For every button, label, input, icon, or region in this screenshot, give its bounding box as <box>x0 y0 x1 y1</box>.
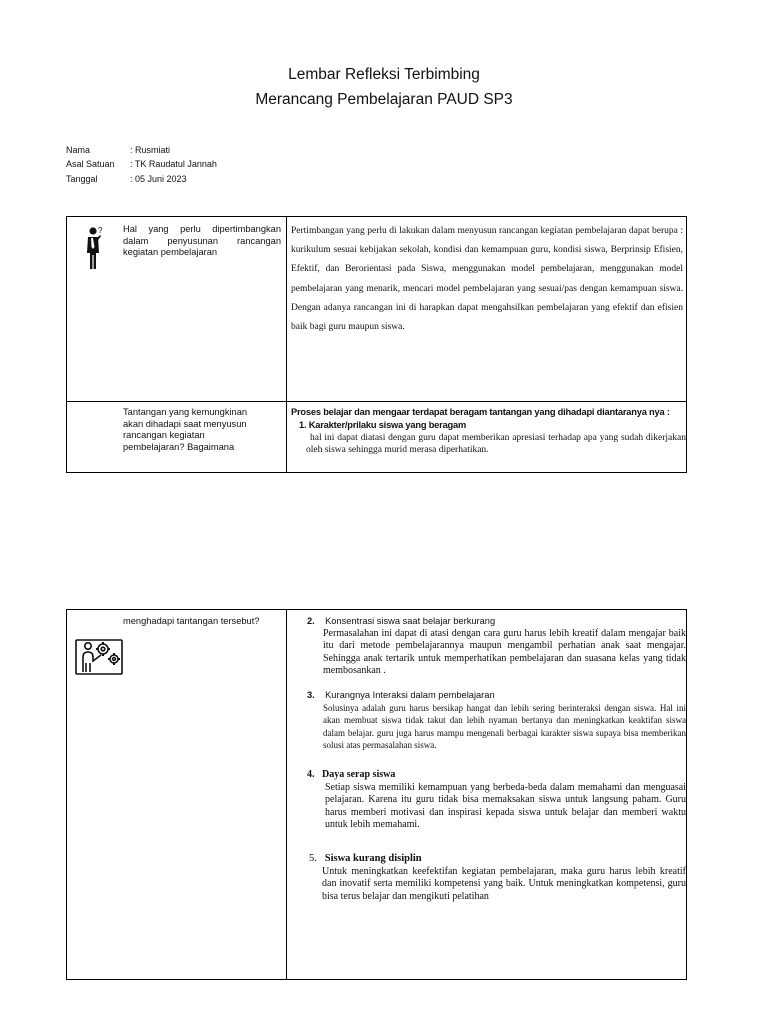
challenge-5-title <box>309 853 422 864</box>
info-row-tanggal <box>66 174 187 184</box>
asal-satuan-value: : TK Raudatul Jannah <box>130 159 217 169</box>
column-divider <box>286 217 287 472</box>
challenge-2-number: 2. <box>307 616 315 626</box>
challenge-3-heading: Kurangnya Interaksi dalam pembelajaran <box>325 690 495 700</box>
challenge-5-body: Untuk meningkatkan keefektifan kegiatan pembelajaran, maka guru harus lebih kreatif dan inovatif serta memiliki kompetensi yang baik. Untuk meningkatkan kompetensi, guru bisa terus belajar dan mengikuti pelatihan <box>322 866 686 902</box>
challenge-2-body: Permasalahan ini dapat di atasi dengan cara guru harus lebih kreatif dalam mengajar baik itu dari metode pembelajarannya maupun mengambil perhatian anak saat mengajar. Sehingga anak tertarik untuk memperhatikan pembelajaran dan suasana kelas yang tidak membosankan . <box>323 628 686 677</box>
nama-value: : Rusmiati <box>130 145 171 155</box>
challenge-2-title <box>307 616 495 626</box>
challenge-4-body: Setiap siswa memiliki kemampuan yang berbeda-beda dalam memahami dan menguasai pelajaran. Karena itu guru tidak bisa memaksakan siswa untuk langsung paham. Guru harus memberi motivasi dan inspirasi kepada siswa untuk belajar dan memberi waktu untuk lebih memahami. <box>325 782 686 830</box>
info-row-asal-satuan <box>66 159 217 169</box>
row-divider <box>67 401 686 402</box>
challenge-3-body: Solusinya adalah guru harus bersikap hangat dan lebih sering berinteraksi dengan siswa. Hal ini akan membuat siswa tidak takut dan lebih nyaman bertanya dan meningkatkan keaktifan siswa dalam belajar. guru juga harus mampu mengenali berbagai karakter siswa supaya bisa memberikan solusi atas permasalahan siswa. <box>323 703 686 750</box>
challenge-1-title: 1. Karakter/prilaku siswa yang beragam <box>299 420 467 430</box>
challenge-3-number: 3. <box>307 690 315 700</box>
reflection-table-1 <box>66 216 687 473</box>
challenge-4-title <box>307 769 395 780</box>
challenge-5-number: 5. <box>309 853 317 864</box>
nama-label: Nama <box>66 145 91 155</box>
info-row-nama <box>66 145 170 155</box>
svg-text:?: ? <box>98 226 103 235</box>
tanggal-label: Tanggal <box>66 174 98 184</box>
challenge-4-number: 4. <box>307 769 315 780</box>
answer-considerations: Pertimbangan yang perlu di lakukan dalam menyusun rancangan kegiatan pembelajaran dapat berupa : kurikulum sesuai kebijakan sekolah, kondisi dan kemampuan guru, kondisi siswa, Berprinsip Efisien, Efektif, dan Berorientasi pada Siswa, menggunakan model pembelajaran, menggunakan model pembelajaran yang menarik, mencari model pembelajaran yang sesuai/pas dengan kemampuan siswa. Dengan adanya rancangan ini di harapkan dapat mengahsilkan pembelajaran yang efektif dan efisien baik bagi guru maupun siswa. <box>291 226 683 333</box>
document-subtitle: Merancang Pembelajaran PAUD SP3 <box>255 91 513 108</box>
challenge-2-heading: Konsentrasi siswa saat belajar berkurang <box>325 616 496 626</box>
question-continued: menghadapi tantangan tersebut? <box>123 616 260 626</box>
reflection-table-2 <box>66 609 687 980</box>
question-challenges: Tantangan yang kemungkinan akan dihadapi saat menyusun rancangan kegiatan pembelajaran? Bagaimana <box>123 407 248 452</box>
person-with-gears-icon <box>75 632 123 678</box>
challenge-5-heading: Siswa kurang disiplin <box>324 853 422 864</box>
asal-satuan-label: Asal Satuan <box>66 159 115 169</box>
tanggal-value: : 05 Juni 2023 <box>130 174 187 184</box>
challenge-4-heading: Daya serap siswa <box>322 769 396 780</box>
question-considerations: Hal yang perlu dipertimbangkan dalam penyusunan rancangan kegiatan pembelajaran <box>123 224 281 257</box>
thinking-person-icon <box>85 225 107 271</box>
challenge-3-title <box>307 690 495 700</box>
challenges-intro: Proses belajar dan mengaar terdapat beragam tantangan yang dihadapi diantaranya nya : <box>291 407 670 417</box>
column-divider <box>286 610 287 979</box>
challenge-1-body: hal ini dapat diatasi dengan guru dapat memberikan apresiasi terhadap apa yang sudah dikerjakan oleh siswa sehingga murid merasa diperhatikan. <box>306 433 686 455</box>
document-title: Lembar Refleksi Terbimbing <box>288 66 480 83</box>
